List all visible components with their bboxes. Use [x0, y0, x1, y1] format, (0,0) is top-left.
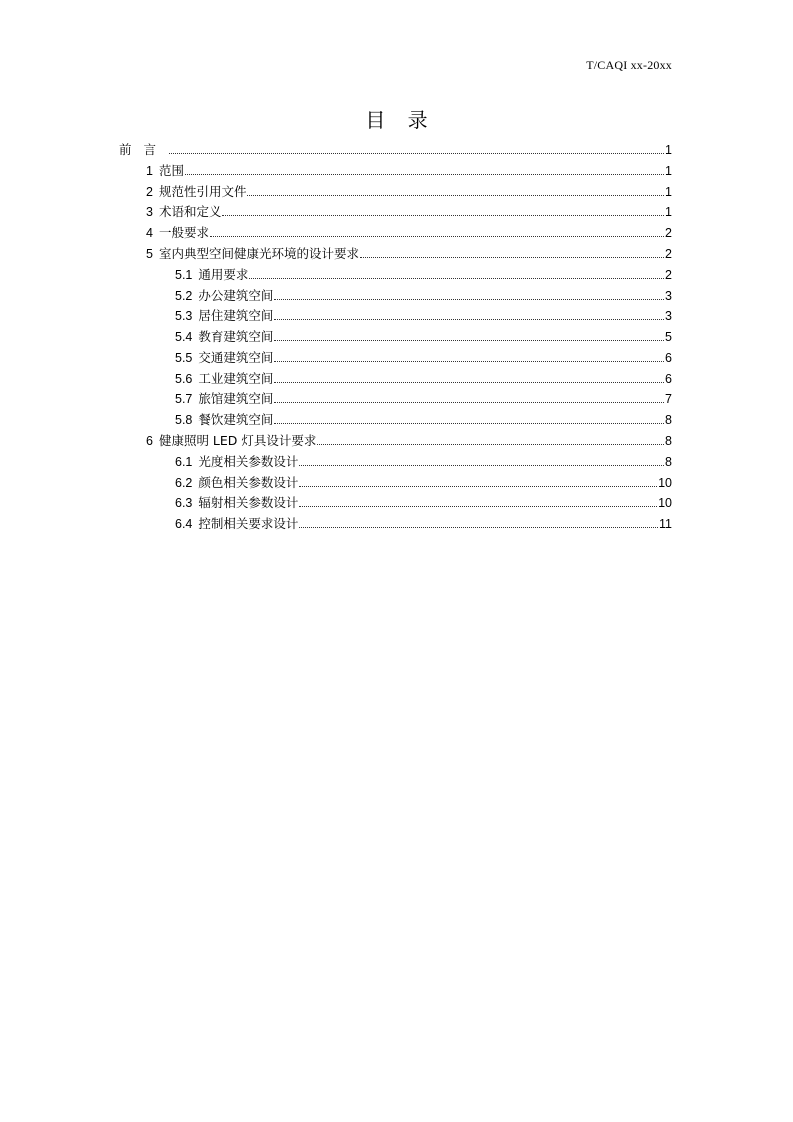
toc-entry-number: 4 — [146, 226, 153, 240]
toc-entry-page: 1 — [665, 143, 672, 157]
toc-entry-5-2[interactable] — [175, 284, 672, 304]
toc-entry-label: 室内典型空间健康光环境的设计要求 — [158, 246, 359, 261]
toc-entry-page: 7 — [665, 392, 672, 406]
toc-entry-label: 居住建筑空间 — [198, 308, 274, 323]
toc-leader-dots — [274, 340, 664, 341]
toc-entry-page: 10 — [658, 476, 672, 490]
toc-entry-number: 6.4 — [175, 517, 193, 531]
toc-entry-label: 通用要求 — [198, 267, 249, 282]
toc-leader-dots — [274, 382, 664, 383]
toc-entry-number: 5.1 — [175, 268, 193, 282]
toc-entry-label: 工业建筑空间 — [198, 371, 274, 386]
toc-entry-label: 教育建筑空间 — [198, 329, 274, 344]
toc-leader-dots — [247, 195, 664, 196]
toc-leader-dots — [274, 423, 664, 424]
toc-entry-page: 1 — [665, 205, 672, 219]
toc-entry-5[interactable] — [146, 242, 672, 262]
toc-entry-page: 2 — [665, 247, 672, 261]
toc-entry-page: 2 — [665, 268, 672, 282]
toc-entry-page: 2 — [665, 226, 672, 240]
toc-leader-dots — [317, 444, 664, 445]
toc-entry-label: 餐饮建筑空间 — [198, 412, 274, 427]
toc-entry-6-2[interactable] — [175, 471, 672, 491]
toc-entry-6-1[interactable] — [175, 450, 672, 470]
toc-entry-page: 11 — [659, 517, 672, 531]
toc-leader-dots — [210, 236, 664, 237]
toc-entry-label: 控制相关要求设计 — [198, 516, 299, 531]
toc-entry-5-6[interactable] — [175, 367, 672, 387]
toc-leader-dots — [249, 278, 664, 279]
toc-entry-number: 6.2 — [175, 476, 193, 490]
toc-leader-dots — [185, 174, 664, 175]
toc-leader-dots — [274, 361, 664, 362]
toc-entry-label: 旅馆建筑空间 — [198, 391, 274, 406]
toc-entry-3[interactable] — [146, 200, 672, 220]
toc-entry-label: 范围 — [158, 163, 184, 178]
toc-entry-number: 6.3 — [175, 496, 193, 510]
toc-entry-preface[interactable] — [119, 138, 672, 158]
toc-entry-label: 光度相关参数设计 — [198, 454, 299, 469]
toc-entry-label: 一般要求 — [158, 225, 209, 240]
toc-entry-number: 2 — [146, 185, 153, 199]
toc-entry-number: 6 — [146, 434, 153, 448]
toc-entry-page: 8 — [665, 434, 672, 448]
toc-entry-page: 10 — [658, 496, 672, 510]
toc-entry-label: 术语和定义 — [158, 204, 222, 219]
toc-entry-label: 规范性引用文件 — [158, 184, 247, 199]
toc-entry-1[interactable] — [146, 159, 672, 179]
toc-entry-number: 5.8 — [175, 413, 193, 427]
toc-entry-5-1[interactable] — [175, 263, 672, 283]
toc-entry-label: 辐射相关参数设计 — [198, 495, 299, 510]
toc-leader-dots — [169, 153, 664, 154]
toc-entry-page: 8 — [665, 413, 672, 427]
toc-entry-number: 1 — [146, 164, 153, 178]
toc-entry-number: 5.3 — [175, 309, 193, 323]
toc-leader-dots — [360, 257, 664, 258]
toc-entry-label: 健康照明 LED 灯具设计要求 — [158, 433, 317, 448]
toc-entry-number: 5.7 — [175, 392, 193, 406]
toc-entry-page: 3 — [665, 309, 672, 323]
toc-leader-dots — [299, 506, 657, 507]
toc-entry-number: 5 — [146, 247, 153, 261]
toc-entry-page: 8 — [665, 455, 672, 469]
toc-entry-page: 1 — [665, 164, 672, 178]
toc-entry-4[interactable] — [146, 221, 672, 241]
toc-entry-6-3[interactable] — [175, 491, 672, 511]
toc-leader-dots — [274, 299, 664, 300]
toc-entry-label: 办公建筑空间 — [198, 288, 274, 303]
toc-entry-page: 6 — [665, 372, 672, 386]
toc-entry-page: 1 — [665, 185, 672, 199]
toc-title: 目 录 — [365, 108, 436, 132]
toc-entry-page: 6 — [665, 351, 672, 365]
toc-leader-dots — [222, 215, 664, 216]
toc-entry-label: 交通建筑空间 — [198, 350, 274, 365]
toc-entry-6[interactable] — [146, 429, 672, 449]
toc-entry-number: 5.5 — [175, 351, 193, 365]
toc-leader-dots — [274, 319, 664, 320]
toc-entry-number: 5.4 — [175, 330, 193, 344]
toc-entry-2[interactable] — [146, 180, 672, 200]
toc-entry-number: 5.2 — [175, 289, 193, 303]
toc-entry-page: 5 — [665, 330, 672, 344]
toc-entry-page: 3 — [665, 289, 672, 303]
toc-entry-6-4[interactable] — [175, 512, 672, 532]
toc-entry-number: 3 — [146, 205, 153, 219]
toc-entry-5-3[interactable] — [175, 304, 672, 324]
toc-entry-5-7[interactable] — [175, 387, 672, 407]
toc-entry-number: 6.1 — [175, 455, 193, 469]
toc-leader-dots — [299, 486, 657, 487]
toc-entry-5-8[interactable] — [175, 408, 672, 428]
toc-entry-label: 颜色相关参数设计 — [198, 475, 299, 490]
page-header-code: T/CAQI xx-20xx — [586, 58, 672, 72]
toc-leader-dots — [274, 402, 664, 403]
toc-entry-5-4[interactable] — [175, 325, 672, 345]
toc-entry-5-5[interactable] — [175, 346, 672, 366]
toc-entry-label: 前言 — [119, 142, 169, 157]
toc-entry-number: 5.6 — [175, 372, 193, 386]
toc-leader-dots — [299, 527, 658, 528]
toc-leader-dots — [299, 465, 664, 466]
